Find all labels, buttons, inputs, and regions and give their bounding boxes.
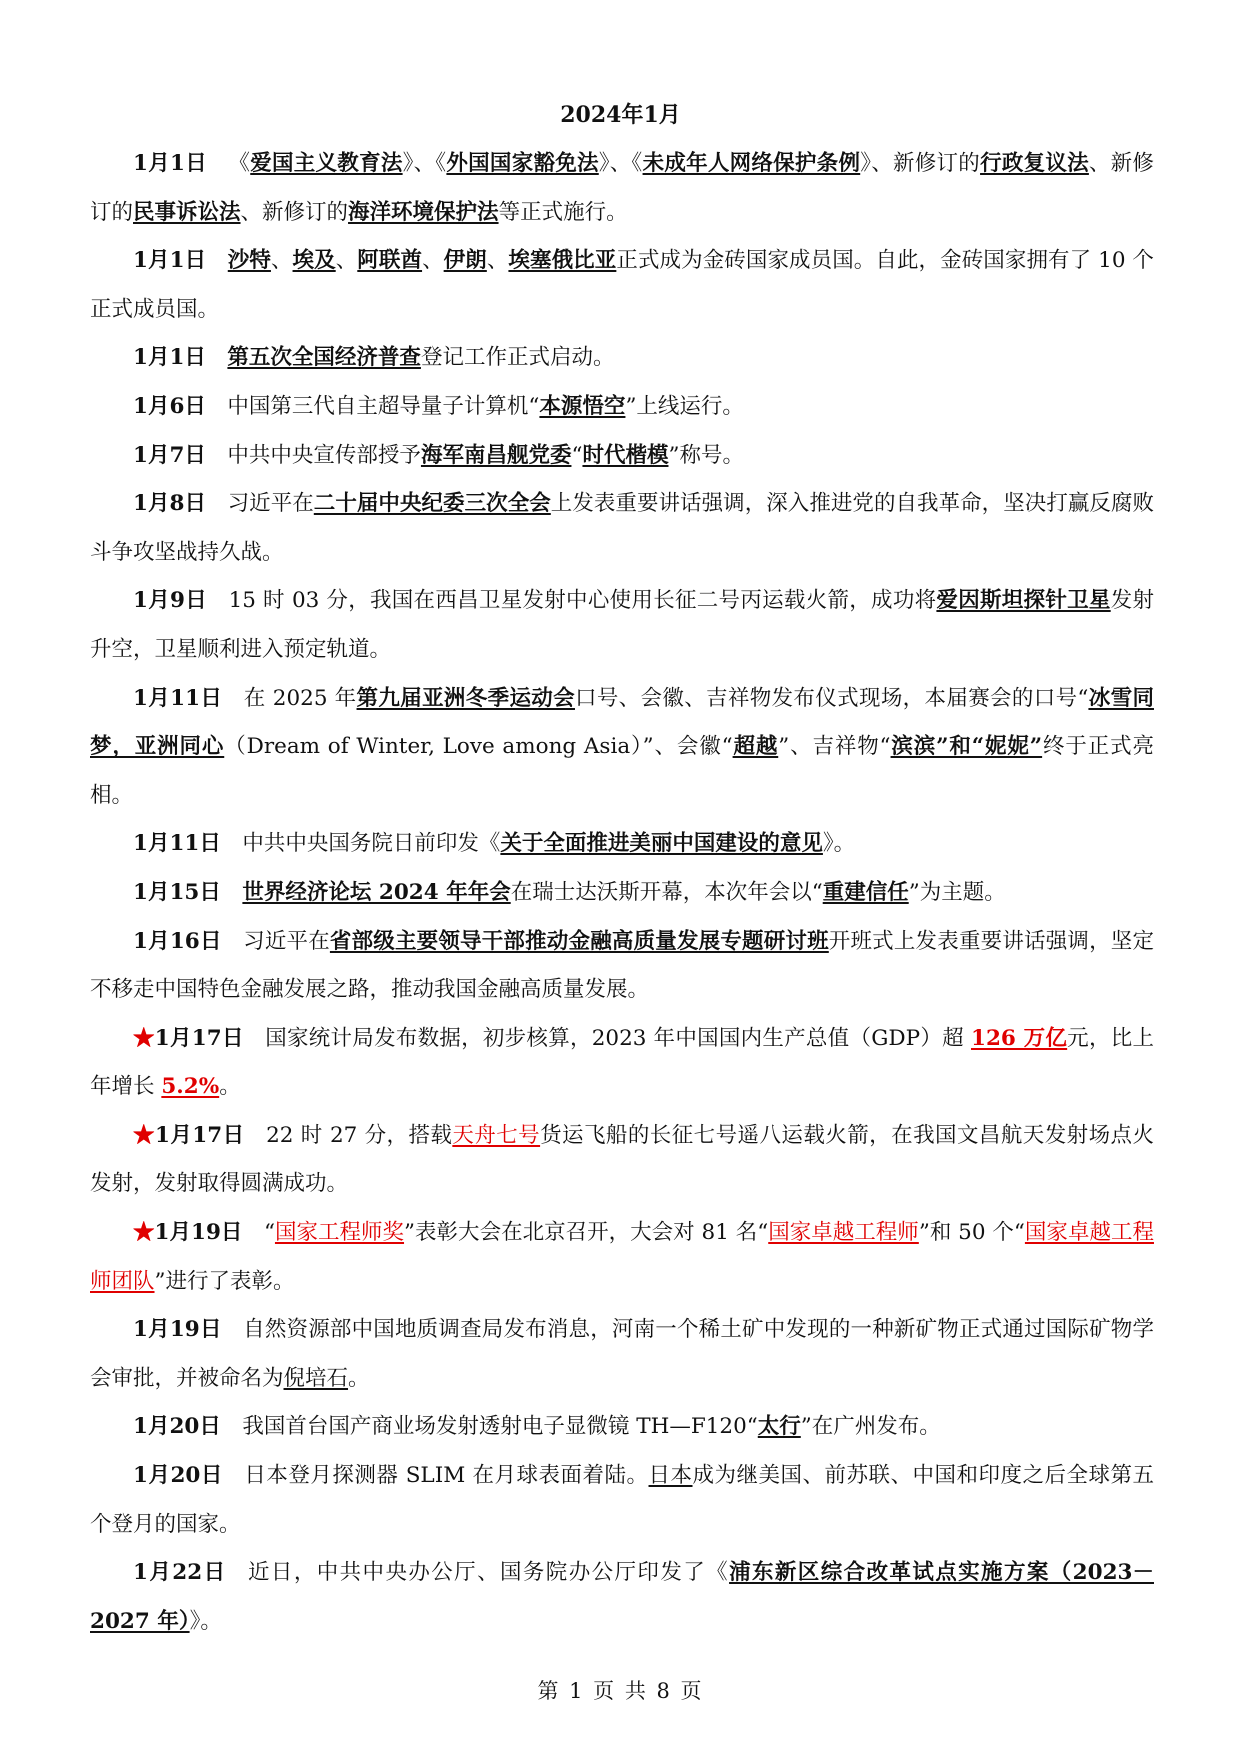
- event-entry: [90, 1306, 1154, 1403]
- star-icon: ★: [133, 1122, 155, 1148]
- keyword-highlight: 126 万亿: [971, 1025, 1068, 1051]
- event-text: 开班式上发表重要讲话强调，坚定不移走中国特色金融发展之路，推动我国金融高质量发展。: [90, 928, 1154, 1003]
- keyword: 重建信任: [822, 879, 909, 905]
- keyword: 埃及: [292, 248, 336, 274]
- keyword: 爱国主义教育法: [250, 151, 403, 176]
- event-entry: [90, 820, 1154, 869]
- event-text: 近日，中共中央办公厅、国务院办公厅印发了《: [248, 1560, 730, 1586]
- event-entry: [90, 675, 1154, 821]
- event-text: 货运飞船的长征七号遥八运载火箭，在我国文昌航天发射场点火发射，发射取得圆满成功。: [90, 1122, 1154, 1197]
- keyword: 时代楷模: [582, 442, 669, 468]
- keyword: 外国国家豁免法: [446, 151, 599, 176]
- event-text: ”、吉祥物“: [778, 734, 891, 760]
- event-text: 成为继美国、前苏联、中国和印度之后全球第五个登月的国家。: [90, 1463, 1154, 1537]
- event-text: ”在广州发布。: [800, 1414, 941, 1440]
- keyword: 第九届亚洲冬季运动会: [356, 685, 575, 711]
- page-title: 2024年1月: [560, 102, 681, 128]
- event-text: 《: [228, 151, 251, 176]
- keyword: 沙特: [227, 248, 271, 274]
- event-text: 在 2025 年: [243, 685, 357, 711]
- event-entry: [90, 383, 1154, 432]
- event-date: 1月22日: [133, 1560, 227, 1586]
- event-date: 1月16日: [133, 928, 222, 954]
- keyword-highlight: 国家工程师奖: [274, 1220, 405, 1246]
- keyword: 超越: [732, 734, 779, 760]
- event-entry: [90, 1549, 1154, 1646]
- event-date: 1月17日: [154, 1122, 245, 1148]
- event-text: 、新修订的: [90, 151, 1154, 225]
- keyword: 滨滨”和“妮妮”: [890, 734, 1043, 760]
- event-text: 口号、会徽、吉祥物发布仪式现场，本届赛会的口号“: [574, 685, 1089, 711]
- event-date: 1月17日: [154, 1025, 244, 1051]
- event-text: 日本登月探测器 SLIM 在月球表面着陆。: [244, 1463, 649, 1489]
- event-date: 1月7日: [133, 442, 206, 468]
- keyword: 第五次全国经济普查: [227, 345, 421, 371]
- event-text: 中共中央宣传部授予: [227, 442, 421, 468]
- event-date: 1月19日: [133, 1317, 222, 1343]
- event-text: ”为主题。: [908, 879, 1006, 905]
- star-icon: ★: [133, 1025, 155, 1051]
- event-date: 1月20日: [133, 1463, 223, 1489]
- event-text: 国家统计局发布数据，初步核算，2023 年中国国内生产总值（GDP）超: [265, 1025, 971, 1051]
- event-text: ”和 50 个“: [918, 1220, 1025, 1246]
- event-entry: [90, 480, 1154, 577]
- keyword: 冰雪同梦，亚洲同心: [90, 685, 1154, 760]
- event-text: 等正式施行。: [498, 199, 628, 225]
- keyword-highlight: 国家卓越工程师团队: [90, 1220, 1154, 1294]
- event-text: 登记工作正式启动。: [420, 345, 615, 371]
- keyword: 阿联酋: [357, 248, 423, 274]
- event-date: 1月11日: [133, 685, 223, 711]
- event-text: 、: [422, 248, 444, 274]
- event-text: 》。: [189, 1608, 222, 1634]
- event-text: 习近平在: [227, 491, 314, 517]
- event-text: 》、《: [402, 151, 447, 176]
- event-entry: [90, 577, 1154, 674]
- event-text: ”上线运行。: [625, 393, 744, 419]
- event-text: 。: [219, 1074, 241, 1100]
- keyword-highlight: 5.2%: [161, 1074, 220, 1100]
- event-text: 发射升空，卫星顺利进入预定轨道。: [90, 588, 1154, 662]
- event-text: 终于正式亮相。: [90, 734, 1154, 808]
- event-date: 1月15日: [133, 879, 221, 905]
- event-text: 上发表重要讲话强调，深入推进党的自我革命，坚决打赢反腐败斗争攻坚战持久战。: [90, 491, 1154, 565]
- keyword: 未成年人网络保护条例: [642, 151, 861, 176]
- event-text: 、: [486, 248, 509, 274]
- event-text: 元，比上年增长: [90, 1025, 1154, 1100]
- event-date: 1月19日: [154, 1220, 243, 1246]
- event-text: 我国首台国产商业场发射透射电子显微镜 TH—F120“: [242, 1414, 758, 1440]
- keyword: 埃塞俄比亚: [508, 248, 617, 274]
- event-text: 》、新修订的: [860, 151, 981, 176]
- event-entry: [90, 918, 1154, 1015]
- event-entry: [90, 334, 1154, 383]
- event-date: 1月1日: [133, 151, 207, 176]
- star-icon: ★: [133, 1220, 155, 1246]
- event-date: 1月1日: [133, 345, 206, 371]
- event-text: 》、《: [598, 151, 643, 176]
- keyword: 本源悟空: [539, 393, 626, 419]
- keyword: 海军南昌舰党委: [420, 442, 572, 468]
- keyword: 爱因斯坦探针卫星: [936, 588, 1111, 614]
- event-entry: [90, 237, 1154, 334]
- event-entry: [90, 1452, 1154, 1549]
- event-text: 在瑞士达沃斯开幕，本次年会以“: [510, 879, 823, 905]
- keyword: 世界经济论坛 2024 年年会: [242, 879, 511, 905]
- event-text: 习近平在: [243, 928, 330, 954]
- keyword: 浦东新区综合改革试点实施方案（2023－2027 年）: [90, 1560, 1154, 1634]
- page-footer: 第 1 页 共 8 页: [537, 1679, 704, 1703]
- event-text: 自然资源部中国地质调查局发布消息，河南一个稀土矿中发现的一种新矿物正式通过国际矿物学会审批，并被命名为: [90, 1317, 1154, 1391]
- keyword: 日本: [648, 1463, 693, 1489]
- event-date: 1月11日: [133, 831, 221, 857]
- event-text: 、: [335, 248, 358, 274]
- event-text: 》。: [822, 831, 856, 857]
- event-text: ”称号。: [668, 442, 744, 468]
- event-text: ”表彰大会在北京召开，大会对 81 名“: [404, 1220, 769, 1246]
- event-text: 15 时 03 分，我国在西昌卫星发射中心使用长征二号丙运载火箭，成功将: [228, 588, 937, 614]
- event-date: 1月6日: [133, 393, 206, 419]
- event-date: 1月8日: [133, 491, 207, 517]
- event-text: 。: [348, 1365, 370, 1391]
- event-list: [90, 140, 1154, 1646]
- keyword: 二十届中央纪委三次全会: [313, 491, 551, 517]
- event-text: “: [571, 442, 583, 468]
- event-entry: [90, 140, 1154, 237]
- keyword: 行政复议法: [980, 151, 1089, 176]
- event-entry: [90, 869, 1154, 918]
- event-entry: [90, 1015, 1154, 1112]
- event-date: 1月1日: [133, 248, 207, 274]
- event-text: 中共中央国务院日前印发《: [242, 831, 501, 857]
- keyword: 伊朗: [443, 248, 487, 274]
- event-date: 1月20日: [133, 1414, 221, 1440]
- event-entry: [90, 432, 1154, 481]
- keyword: 海洋环境保护法: [348, 199, 499, 225]
- event-text: 22 时 27 分，搭载: [266, 1122, 453, 1148]
- keyword: 民事诉讼法: [133, 199, 241, 225]
- event-date: 1月9日: [133, 588, 208, 614]
- event-text: 、: [270, 248, 293, 274]
- keyword: 关于全面推进美丽中国建设的意见: [500, 831, 823, 857]
- event-text: ”进行了表彰。: [154, 1268, 295, 1294]
- event-text: 正式成为金砖国家成员国。自此，金砖国家拥有了 10 个正式成员国。: [90, 248, 1154, 322]
- event-text: 中国第三代自主超导量子计算机“: [227, 393, 540, 419]
- event-text: （Dream of Winter, Love among Asia）”、会徽“: [224, 734, 733, 760]
- event-text: 、新修订的: [240, 199, 349, 225]
- keyword-highlight: 国家卓越工程师: [768, 1220, 919, 1246]
- event-entry: [90, 1112, 1154, 1209]
- keyword: 太行: [757, 1414, 801, 1440]
- event-entry: [90, 1209, 1154, 1306]
- keyword-highlight: 天舟七号: [452, 1122, 541, 1148]
- keyword: 省部级主要领导干部推动金融高质量发展专题研讨班: [329, 928, 829, 954]
- event-text: “: [263, 1220, 275, 1246]
- event-entry: [90, 1403, 1154, 1452]
- keyword: 倪培石: [283, 1365, 349, 1391]
